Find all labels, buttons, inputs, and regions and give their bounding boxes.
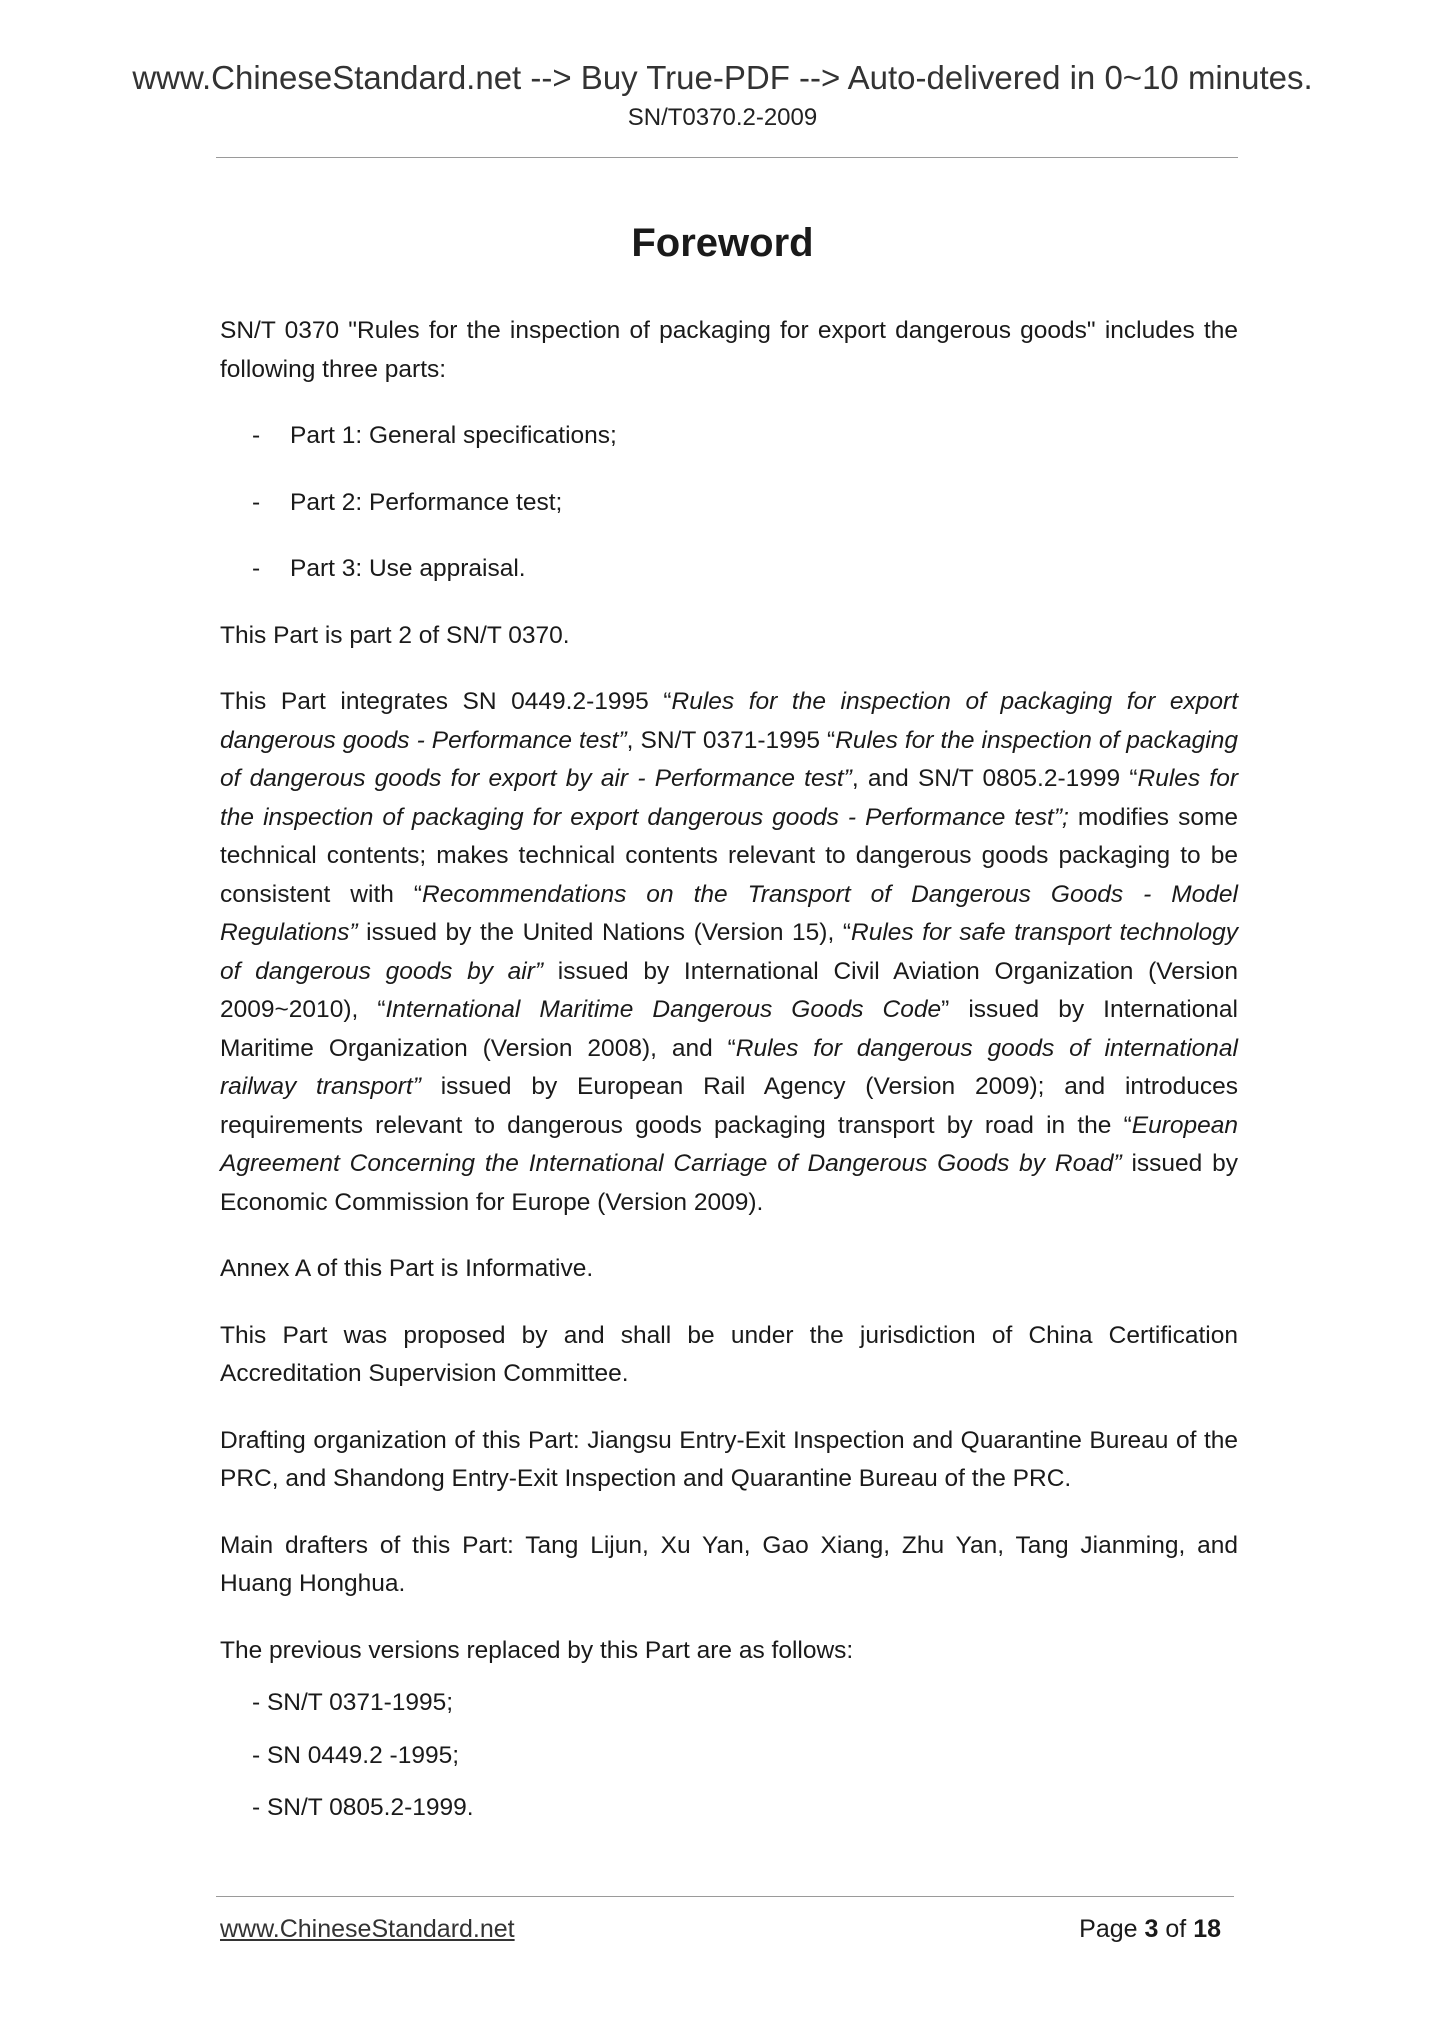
page-title: Foreword — [631, 221, 814, 265]
integration-text: This Part integrates SN 0449.2-1995 “ — [220, 688, 672, 715]
integration-citation: Rules for the inspection of packaging for export dangerous goods - Performance test” — [220, 688, 1239, 754]
part-statement: This Part is part 2 of SN/T 0370. — [220, 621, 570, 649]
page-number — [1079, 1913, 1221, 1945]
proposed-statement: This Part was proposed by and shall be under the jurisdiction of China Certification Accreditation Supervision Committee. — [220, 1321, 1238, 1387]
integration-text: issued by the United Nations (Version 15), “ — [357, 919, 851, 946]
list-item — [220, 417, 1238, 456]
integration-citation: Rules for dangerous goods of international railway transport” — [220, 1034, 1238, 1100]
part-label: Part 2: Performance test; — [290, 488, 563, 516]
document-body — [220, 312, 1238, 1828]
integration-citation: Rules for the inspection of packaging of dangerous goods for export by air - Performance test” — [220, 726, 1238, 792]
drafting-organization: Drafting organization of this Part: Jiangsu Entry-Exit Inspection and Quarantine Bureau of the PRC, and Shandong Entry-Exit Inspection and Quarantine Bureau of the PRC. — [220, 1426, 1238, 1492]
annex-statement: Annex A of this Part is Informative. — [220, 1255, 594, 1282]
integration-paragraph — [220, 683, 1238, 1222]
integration-text: , SN/T 0371-1995 “ — [626, 726, 836, 754]
dash-marker: - — [252, 555, 261, 582]
header-banner: www.ChineseStandard.net --> Buy True-PDF --> Auto-delivered in 0~10 minutes. — [132, 59, 1313, 96]
page-current: 3 — [1144, 1915, 1159, 1943]
integration-text: , and SN/T 0805.2-1999 “ — [851, 765, 1138, 792]
integration-text: issued by Economic Commission for Europe (Version 2009). — [220, 1150, 1238, 1216]
footer-site-link[interactable]: www.ChineseStandard.net — [220, 1915, 515, 1943]
previous-versions-intro: The previous versions replaced by this Part are as follows: — [220, 1636, 854, 1664]
main-drafters: Main drafters of this Part: Tang Lijun, Xu Yan, Gao Xiang, Zhu Yan, Tang Jianming, and Huang Honghua. — [220, 1531, 1238, 1597]
integration-citation: European Agreement Concerning the International Carriage of Dangerous Goods by Road” — [220, 1111, 1238, 1177]
integration-citation: Rules for the inspection of packaging for export dangerous goods - Performance test”; — [220, 765, 1238, 831]
page-label: Page — [1079, 1915, 1138, 1943]
list-item: - SN 0449.2 -1995; — [252, 1741, 460, 1769]
integration-text: modifies some technical contents; makes technical contents relevant to dangerous goods packaging to be consistent with “ — [220, 803, 1238, 908]
header-divider — [216, 157, 1238, 158]
list-item: - SN/T 0805.2-1999. — [252, 1794, 474, 1821]
integration-citation: Rules for safe transport technology of dangerous goods by air” — [220, 919, 1238, 985]
page-total: 18 — [1193, 1915, 1221, 1943]
list-item — [220, 550, 1238, 589]
footer-divider — [216, 1896, 1234, 1897]
dash-marker: - — [252, 422, 261, 449]
document-id: SN/T0370.2-2009 — [627, 104, 818, 131]
intro-paragraph: SN/T 0370 "Rules for the inspection of packaging for export dangerous goods" includes the following three parts: — [220, 317, 1238, 383]
integration-citation: Recommendations on the Transport of Dangerous Goods - Model Regulations” — [220, 880, 1239, 946]
integration-text: ” issued by International Maritime Organization (Version 2008), and “ — [220, 996, 1239, 1062]
integration-text: issued by International Civil Aviation Organization (Version 2009~2010), “ — [220, 957, 1239, 1023]
part-label: Part 1: General specifications; — [290, 422, 617, 449]
dash-marker: - — [252, 488, 261, 516]
integration-text: issued by European Rail Agency (Version 2009); and introduces requirements relevant to dangerous goods packaging transport by road in the “ — [220, 1073, 1239, 1139]
list-item — [220, 484, 1238, 523]
page-of: of — [1165, 1915, 1187, 1943]
part-label: Part 3: Use appraisal. — [290, 555, 526, 582]
integration-citation: International Maritime Dangerous Goods Code — [385, 996, 942, 1023]
list-item: - SN/T 0371-1995; — [252, 1689, 454, 1716]
